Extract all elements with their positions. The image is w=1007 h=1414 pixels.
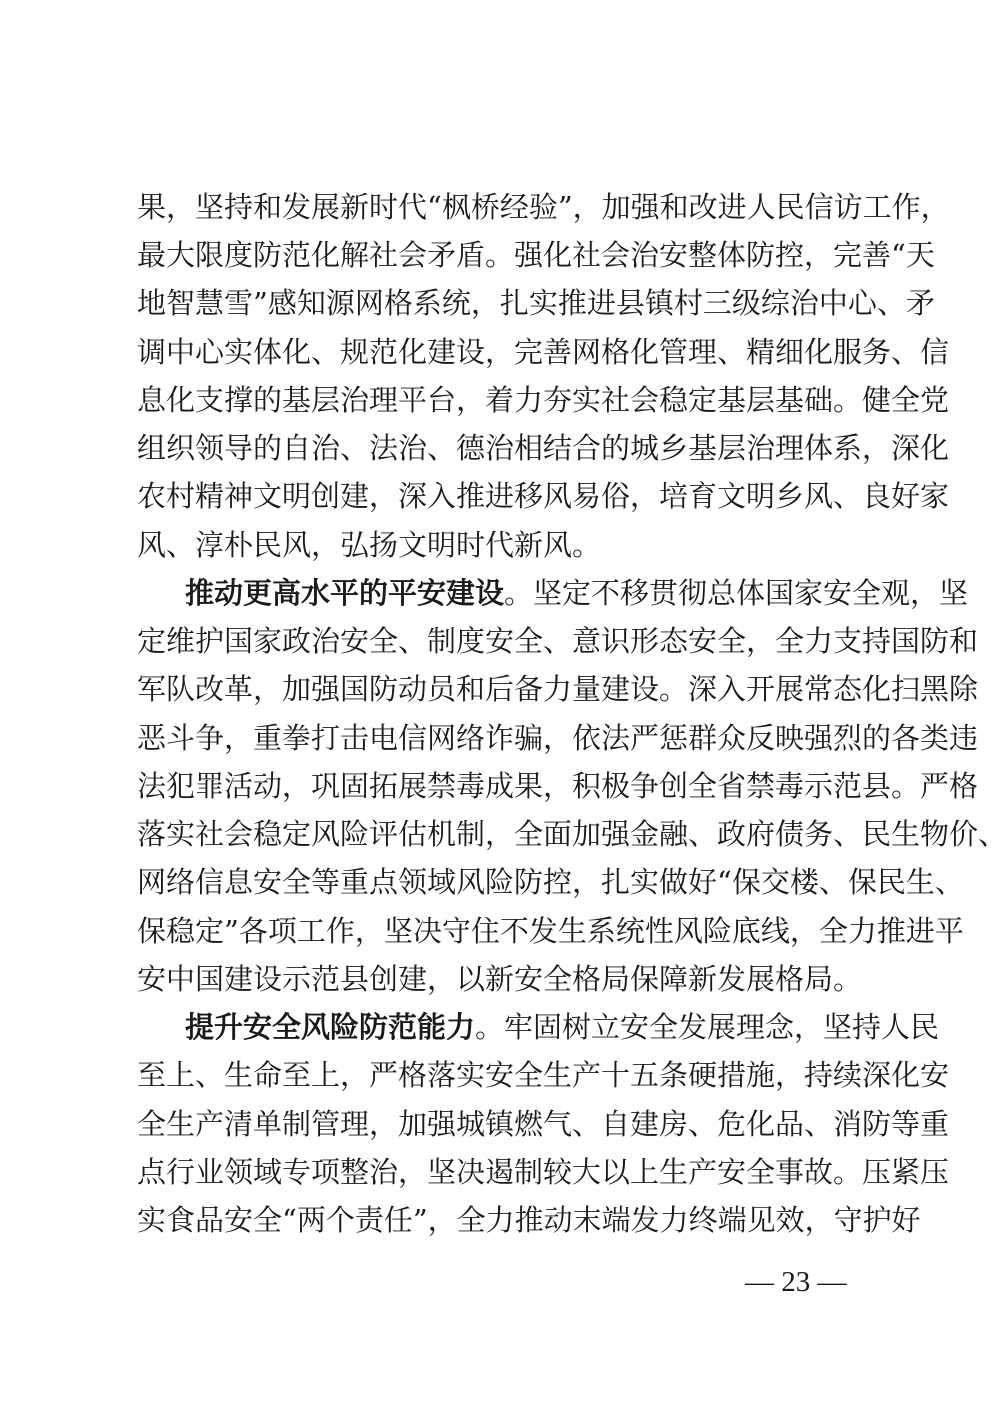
paragraph-heading: 推动更高水平的平安建设	[185, 576, 505, 610]
text-line: 地智慧雪”感知源网格系统，扎实推进县镇村三级综治中心、矛	[137, 286, 935, 320]
text-line: 点行业领域专项整治，坚决遏制较大以上生产安全事故。压紧压	[137, 1155, 950, 1189]
text-line: 网络信息安全等重点领域风险防控，扎实做好“保交楼、保民生、	[137, 865, 964, 899]
text-line: 组织领导的自治、法治、德治相结合的城乡基层治理体系，深化	[137, 431, 950, 465]
paragraph-heading-line: 推动更高水平的平安建设。坚定不移贯彻总体国家安全观，坚	[185, 576, 969, 610]
text-line: 调中心实体化、规范化建设，完善网格化管理、精细化服务、信	[137, 335, 950, 369]
text-line: 果，坚持和发展新时代“枫桥经验”，加强和改进人民信访工作，	[137, 190, 950, 224]
text-line: 安中国建设示范县创建，以新安全格局保障新发展格局。	[137, 962, 863, 996]
text-line: 军队改革，加强国防动员和后备力量建设。深入开展常态化扫黑除	[137, 672, 979, 706]
paragraph-heading-line: 提升安全风险防范能力。牢固树立安全发展理念，坚持人民	[185, 1010, 940, 1044]
text-line: 风、淳朴民风，弘扬文明时代新风。	[137, 528, 602, 562]
text-line: 全生产清单制管理，加强城镇燃气、自建房、危化品、消防等重	[137, 1107, 950, 1141]
text-line: 息化支撑的基层治理平台，着力夯实社会稳定基层基础。健全党	[137, 383, 950, 417]
paragraph-heading: 提升安全风险防范能力	[185, 1010, 476, 1044]
text-line: 定维护国家政治安全、制度安全、意识形态安全，全力支持国防和	[137, 624, 979, 658]
text-line: 保稳定”各项工作，坚决守住不发生系统性风险底线，全力推进平	[137, 914, 964, 948]
text-line: 农村精神文明创建，深入推进移风易俗，培育文明乡风、良好家	[137, 479, 950, 513]
page-number: — 23 —	[745, 1266, 847, 1298]
text-line: 法犯罪活动，巩固拓展禁毒成果，积极争创全省禁毒示范县。严格	[137, 769, 979, 803]
text-line: 至上、生命至上，严格落实安全生产十五条硬措施，持续深化安	[137, 1058, 950, 1092]
text-line: 实食品安全“两个责任”，全力推动末端发力终端见效，守护好	[137, 1203, 921, 1237]
text-line: 恶斗争，重拳打击电信网络诈骗，依法严惩群众反映强烈的各类违	[137, 721, 979, 755]
text-line: 落实社会稳定风险评估机制，全面加强金融、政府债务、民生物价、	[137, 817, 1007, 851]
text-line: 最大限度防范化解社会矛盾。强化社会治安整体防控，完善“天	[137, 238, 935, 272]
